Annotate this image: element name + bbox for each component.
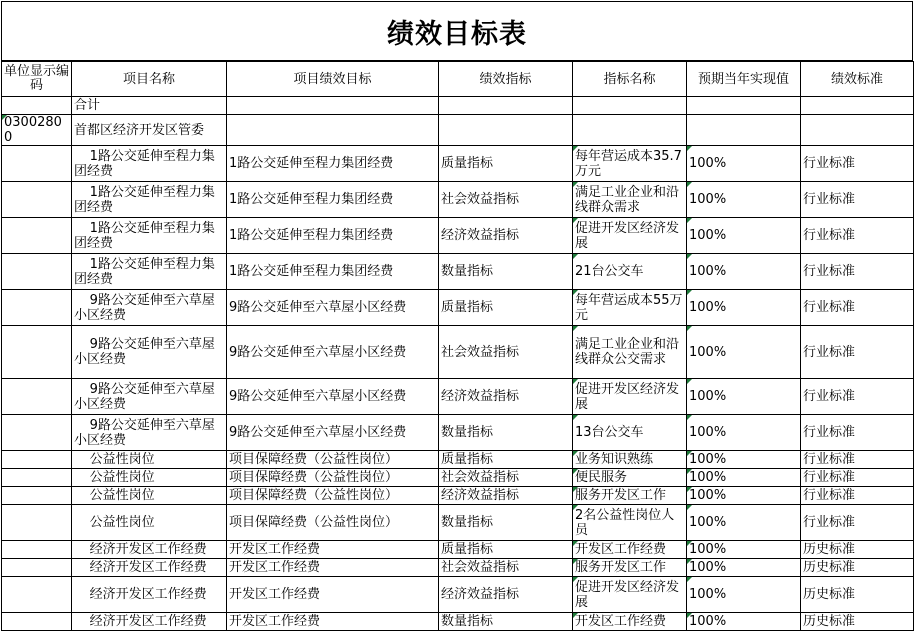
indicator-cell[interactable]: 质量指标 (439, 541, 573, 559)
cell[interactable] (2, 451, 72, 469)
project-name-cell[interactable]: 1路公交延伸至程力集团经费 (72, 254, 227, 290)
standard-cell[interactable]: 历史标准 (801, 613, 914, 631)
cell[interactable] (2, 218, 72, 254)
table-row (2, 326, 914, 379)
project-name-cell[interactable]: 公益性岗位 (72, 469, 227, 487)
metric-name-cell[interactable]: 业务知识熟练 (573, 451, 687, 469)
table-row (2, 146, 914, 182)
cell[interactable] (687, 115, 801, 146)
unit-name-cell[interactable]: 首都区经济开发区管委 (72, 115, 227, 146)
table-row (2, 218, 914, 254)
expected-value-cell[interactable]: 100% (687, 326, 801, 379)
standard-cell[interactable]: 行业标准 (801, 505, 914, 541)
cell[interactable] (439, 97, 573, 115)
cell[interactable] (227, 115, 439, 146)
metric-name-cell[interactable]: 促进开发区经济发展 (573, 379, 687, 415)
project-goal-cell[interactable]: 1路公交延伸至程力集团经费 (227, 182, 439, 218)
standard-cell[interactable]: 行业标准 (801, 415, 914, 451)
project-goal-cell[interactable]: 开发区工作经费 (227, 577, 439, 613)
standard-cell[interactable]: 行业标准 (801, 182, 914, 218)
total-label-cell[interactable]: 合计 (72, 97, 227, 115)
metric-name-cell[interactable]: 开发区工作经费 (573, 613, 687, 631)
indicator-cell[interactable]: 社会效益指标 (439, 182, 573, 218)
expected-value-cell[interactable]: 100% (687, 290, 801, 326)
table-row (2, 559, 914, 577)
project-name-cell[interactable]: 9路公交延伸至六草屋小区经费 (72, 415, 227, 451)
indicator-cell[interactable]: 质量指标 (439, 451, 573, 469)
indicator-cell[interactable]: 数量指标 (439, 254, 573, 290)
metric-name-cell[interactable]: 服务开发区工作 (573, 487, 687, 505)
project-name-cell[interactable]: 9路公交延伸至六草屋小区经费 (72, 290, 227, 326)
project-name-cell[interactable]: 经济开发区工作经费 (72, 577, 227, 613)
table-row (2, 613, 914, 631)
cell[interactable] (2, 146, 72, 182)
standard-cell[interactable]: 行业标准 (801, 146, 914, 182)
indicator-cell[interactable]: 数量指标 (439, 415, 573, 451)
project-name-cell[interactable]: 经济开发区工作经费 (72, 541, 227, 559)
project-goal-cell[interactable]: 1路公交延伸至程力集团经费 (227, 146, 439, 182)
table-row (2, 487, 914, 505)
expected-value-cell[interactable]: 100% (687, 415, 801, 451)
cell[interactable] (2, 505, 72, 541)
project-goal-cell[interactable]: 项目保障经费（公益性岗位） (227, 505, 439, 541)
cell[interactable] (439, 115, 573, 146)
metric-name-cell[interactable]: 21台公交车 (573, 254, 687, 290)
cell[interactable] (687, 97, 801, 115)
project-name-cell[interactable]: 经济开发区工作经费 (72, 559, 227, 577)
standard-cell[interactable]: 行业标准 (801, 326, 914, 379)
standard-cell[interactable]: 历史标准 (801, 559, 914, 577)
header-cell[interactable]: 预期当年实现值 (687, 62, 801, 97)
cell[interactable] (2, 559, 72, 577)
expected-value-cell[interactable]: 100% (687, 613, 801, 631)
indicator-cell[interactable]: 数量指标 (439, 505, 573, 541)
project-name-cell[interactable]: 公益性岗位 (72, 505, 227, 541)
cell[interactable] (573, 97, 687, 115)
metric-name-cell[interactable]: 满足工业企业和沿线群众需求 (573, 182, 687, 218)
project-name-cell[interactable]: 1路公交延伸至程力集团经费 (72, 146, 227, 182)
unit-row (2, 115, 914, 146)
cell[interactable] (227, 97, 439, 115)
project-goal-cell[interactable]: 9路公交延伸至六草屋小区经费 (227, 415, 439, 451)
metric-name-cell[interactable]: 促进开发区经济发展 (573, 577, 687, 613)
indicator-cell[interactable]: 经济效益指标 (439, 487, 573, 505)
cell[interactable] (2, 97, 72, 115)
standard-cell[interactable]: 行业标准 (801, 379, 914, 415)
expected-value-cell[interactable]: 100% (687, 379, 801, 415)
expected-value-cell[interactable]: 100% (687, 469, 801, 487)
cell[interactable] (2, 469, 72, 487)
project-name-cell[interactable]: 1路公交延伸至程力集团经费 (72, 218, 227, 254)
project-name-cell[interactable]: 1路公交延伸至程力集团经费 (72, 182, 227, 218)
expected-value-cell[interactable]: 100% (687, 254, 801, 290)
standard-cell[interactable]: 行业标准 (801, 254, 914, 290)
table-row (2, 290, 914, 326)
table-row (2, 379, 914, 415)
header-cell[interactable]: 指标名称 (573, 62, 687, 97)
metric-name-cell[interactable]: 每年营运成本35.7万元 (573, 146, 687, 182)
project-goal-cell[interactable]: 9路公交延伸至六草屋小区经费 (227, 379, 439, 415)
standard-cell[interactable]: 行业标准 (801, 290, 914, 326)
table-row (2, 505, 914, 541)
project-name-cell[interactable]: 9路公交延伸至六草屋小区经费 (72, 326, 227, 379)
project-goal-cell[interactable]: 9路公交延伸至六草屋小区经费 (227, 290, 439, 326)
total-row (2, 97, 914, 115)
table-row (2, 415, 914, 451)
metric-name-cell[interactable]: 促进开发区经济发展 (573, 218, 687, 254)
standard-cell[interactable]: 行业标准 (801, 469, 914, 487)
cell[interactable] (573, 115, 687, 146)
expected-value-cell[interactable]: 100% (687, 182, 801, 218)
expected-value-cell[interactable]: 100% (687, 577, 801, 613)
project-name-cell[interactable]: 公益性岗位 (72, 487, 227, 505)
cell[interactable] (2, 182, 72, 218)
table-row (2, 182, 914, 218)
project-goal-cell[interactable]: 开发区工作经费 (227, 613, 439, 631)
indicator-cell[interactable]: 社会效益指标 (439, 559, 573, 577)
project-goal-cell[interactable]: 项目保障经费（公益性岗位） (227, 487, 439, 505)
cell[interactable] (801, 115, 914, 146)
project-goal-cell[interactable]: 9路公交延伸至六草屋小区经费 (227, 326, 439, 379)
performance-table (1, 61, 914, 631)
table-row (2, 541, 914, 559)
project-goal-cell[interactable]: 项目保障经费（公益性岗位） (227, 451, 439, 469)
expected-value-cell[interactable]: 100% (687, 146, 801, 182)
project-goal-cell[interactable]: 1路公交延伸至程力集团经费 (227, 218, 439, 254)
indicator-cell[interactable]: 质量指标 (439, 146, 573, 182)
indicator-cell[interactable]: 社会效益指标 (439, 469, 573, 487)
project-goal-cell[interactable]: 开发区工作经费 (227, 541, 439, 559)
project-goal-cell[interactable]: 开发区工作经费 (227, 559, 439, 577)
table-row (2, 451, 914, 469)
indicator-cell[interactable]: 经济效益指标 (439, 577, 573, 613)
expected-value-cell[interactable]: 100% (687, 541, 801, 559)
header-cell[interactable]: 绩效指标 (439, 62, 573, 97)
indicator-cell[interactable]: 社会效益指标 (439, 326, 573, 379)
table-row (2, 577, 914, 613)
cell[interactable] (801, 97, 914, 115)
indicator-cell[interactable]: 经济效益指标 (439, 218, 573, 254)
metric-name-cell[interactable]: 满足工业企业和沿线群众公交需求 (573, 326, 687, 379)
expected-value-cell[interactable]: 100% (687, 487, 801, 505)
standard-cell[interactable]: 行业标准 (801, 218, 914, 254)
cell[interactable] (2, 541, 72, 559)
indicator-cell[interactable]: 数量指标 (439, 613, 573, 631)
cell[interactable] (2, 290, 72, 326)
cell[interactable] (2, 487, 72, 505)
standard-cell[interactable]: 行业标准 (801, 487, 914, 505)
header-cell[interactable]: 项目绩效目标 (227, 62, 439, 97)
header-row (2, 62, 914, 97)
metric-name-cell[interactable]: 便民服务 (573, 469, 687, 487)
project-goal-cell[interactable]: 项目保障经费（公益性岗位） (227, 469, 439, 487)
header-cell[interactable]: 单位显示编码 (2, 62, 72, 97)
project-name-cell[interactable]: 公益性岗位 (72, 451, 227, 469)
header-cell[interactable]: 项目名称 (72, 62, 227, 97)
expected-value-cell[interactable]: 100% (687, 218, 801, 254)
expected-value-cell[interactable]: 100% (687, 451, 801, 469)
standard-cell[interactable]: 历史标准 (801, 541, 914, 559)
indicator-cell[interactable]: 经济效益指标 (439, 379, 573, 415)
metric-name-cell[interactable]: 13台公交车 (573, 415, 687, 451)
indicator-cell[interactable]: 质量指标 (439, 290, 573, 326)
project-name-cell[interactable]: 经济开发区工作经费 (72, 613, 227, 631)
cell[interactable] (2, 326, 72, 379)
cell[interactable] (2, 613, 72, 631)
header-cell[interactable]: 绩效标准 (801, 62, 914, 97)
standard-cell[interactable]: 历史标准 (801, 577, 914, 613)
unit-code-cell[interactable]: 03002800 (2, 115, 72, 146)
metric-name-cell[interactable]: 开发区工作经费 (573, 541, 687, 559)
cell[interactable] (2, 379, 72, 415)
project-goal-cell[interactable]: 1路公交延伸至程力集团经费 (227, 254, 439, 290)
metric-name-cell[interactable]: 服务开发区工作 (573, 559, 687, 577)
project-name-cell[interactable]: 9路公交延伸至六草屋小区经费 (72, 379, 227, 415)
cell[interactable] (2, 577, 72, 613)
metric-name-cell[interactable]: 2名公益性岗位人员 (573, 505, 687, 541)
cell[interactable] (2, 415, 72, 451)
expected-value-cell[interactable]: 100% (687, 559, 801, 577)
expected-value-cell[interactable]: 100% (687, 505, 801, 541)
cell[interactable] (2, 254, 72, 290)
standard-cell[interactable]: 行业标准 (801, 451, 914, 469)
sheet-title: 绩效目标表 (1, 1, 913, 61)
table-row (2, 254, 914, 290)
metric-name-cell[interactable]: 每年营运成本55万元 (573, 290, 687, 326)
table-row (2, 469, 914, 487)
